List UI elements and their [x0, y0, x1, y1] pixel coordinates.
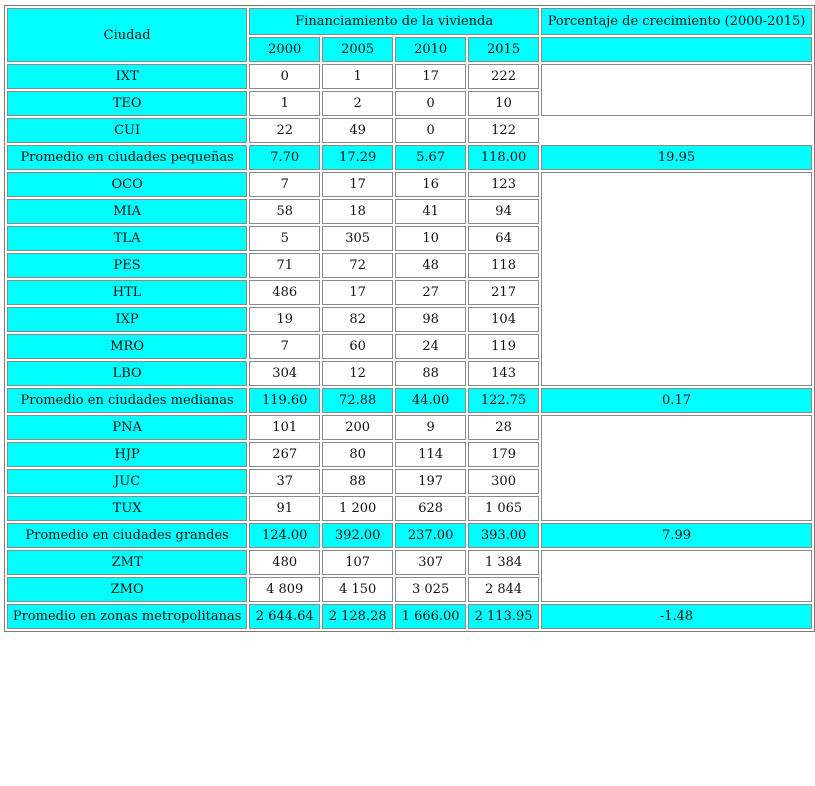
city-cell: JUC [7, 469, 247, 494]
value-cell: 9 [395, 415, 466, 440]
average-label: Promedio en zonas metropolitanas [7, 604, 247, 629]
value-cell: 28 [468, 415, 539, 440]
city-cell: ZMT [7, 550, 247, 575]
value-cell: 123 [468, 172, 539, 197]
growth-blank-cell [541, 172, 812, 386]
growth-value: 7.99 [541, 523, 812, 548]
average-label: Promedio en ciudades grandes [7, 523, 247, 548]
value-cell: 5 [249, 226, 320, 251]
city-cell: HTL [7, 280, 247, 305]
value-cell: 486 [249, 280, 320, 305]
value-cell: 304 [249, 361, 320, 386]
table-row [7, 64, 812, 89]
average-value: 124.00 [249, 523, 320, 548]
value-cell: 27 [395, 280, 466, 305]
value-cell: 119 [468, 334, 539, 359]
value-cell: 179 [468, 442, 539, 467]
value-cell: 18 [322, 199, 393, 224]
housing-financing-table [4, 5, 815, 632]
value-cell: 107 [322, 550, 393, 575]
value-cell: 222 [468, 64, 539, 89]
average-label: Promedio en ciudades medianas [7, 388, 247, 413]
value-cell: 307 [395, 550, 466, 575]
value-cell: 71 [249, 253, 320, 278]
city-cell: MRO [7, 334, 247, 359]
value-cell: 24 [395, 334, 466, 359]
value-cell: 58 [249, 199, 320, 224]
average-value: 17.29 [322, 145, 393, 170]
average-row [7, 145, 812, 170]
city-cell: HJP [7, 442, 247, 467]
value-cell: 1 384 [468, 550, 539, 575]
city-cell: PES [7, 253, 247, 278]
value-cell: 41 [395, 199, 466, 224]
value-cell: 2 [322, 91, 393, 116]
average-value: 44.00 [395, 388, 466, 413]
table-row [7, 118, 812, 143]
city-cell: MIA [7, 199, 247, 224]
header-growth-spacer [541, 37, 812, 62]
value-cell: 267 [249, 442, 320, 467]
value-cell: 80 [322, 442, 393, 467]
table-body [7, 8, 812, 629]
value-cell: 82 [322, 307, 393, 332]
value-cell: 60 [322, 334, 393, 359]
header-year: 2010 [395, 37, 466, 62]
value-cell: 4 150 [322, 577, 393, 602]
value-cell: 10 [468, 91, 539, 116]
value-cell: 22 [249, 118, 320, 143]
header-year: 2005 [322, 37, 393, 62]
city-cell: IXP [7, 307, 247, 332]
average-value: 118.00 [468, 145, 539, 170]
table-row [7, 172, 812, 197]
value-cell: 101 [249, 415, 320, 440]
average-row [7, 523, 812, 548]
average-row [7, 604, 812, 629]
value-cell: 4 809 [249, 577, 320, 602]
value-cell: 98 [395, 307, 466, 332]
value-cell: 1 [249, 91, 320, 116]
value-cell: 88 [322, 469, 393, 494]
city-cell: TLA [7, 226, 247, 251]
value-cell: 16 [395, 172, 466, 197]
growth-value: 19.95 [541, 145, 812, 170]
value-cell: 2 844 [468, 577, 539, 602]
average-value: 2 113.95 [468, 604, 539, 629]
value-cell: 49 [322, 118, 393, 143]
value-cell: 88 [395, 361, 466, 386]
average-label: Promedio en ciudades pequeñas [7, 145, 247, 170]
value-cell: 300 [468, 469, 539, 494]
city-cell: TUX [7, 496, 247, 521]
value-cell: 197 [395, 469, 466, 494]
growth-blank-cell [541, 550, 812, 602]
average-row [7, 388, 812, 413]
city-cell: LBO [7, 361, 247, 386]
value-cell: 1 065 [468, 496, 539, 521]
value-cell: 0 [249, 64, 320, 89]
city-cell: TEO [7, 91, 247, 116]
average-value: 7.70 [249, 145, 320, 170]
value-cell: 17 [322, 172, 393, 197]
value-cell: 104 [468, 307, 539, 332]
average-value: 237.00 [395, 523, 466, 548]
value-cell: 10 [395, 226, 466, 251]
value-cell: 37 [249, 469, 320, 494]
value-cell: 17 [395, 64, 466, 89]
header-row-top [7, 8, 812, 35]
average-value: 1 666.00 [395, 604, 466, 629]
value-cell: 7 [249, 172, 320, 197]
header-financing: Financiamiento de la vivienda [249, 8, 539, 35]
city-cell: OCO [7, 172, 247, 197]
average-value: 72.88 [322, 388, 393, 413]
city-cell: CUI [7, 118, 247, 143]
average-value: 393.00 [468, 523, 539, 548]
value-cell: 1 200 [322, 496, 393, 521]
value-cell: 19 [249, 307, 320, 332]
value-cell: 0 [395, 118, 466, 143]
value-cell: 1 [322, 64, 393, 89]
value-cell: 122 [468, 118, 539, 143]
header-growth: Porcentaje de crecimiento (2000-2015) [541, 8, 812, 35]
value-cell: 305 [322, 226, 393, 251]
value-cell: 3 025 [395, 577, 466, 602]
header-year: 2000 [249, 37, 320, 62]
value-cell: 94 [468, 199, 539, 224]
value-cell: 12 [322, 361, 393, 386]
average-value: 2 644.64 [249, 604, 320, 629]
value-cell: 628 [395, 496, 466, 521]
value-cell: 118 [468, 253, 539, 278]
value-cell: 17 [322, 280, 393, 305]
value-cell: 480 [249, 550, 320, 575]
city-cell: ZMO [7, 577, 247, 602]
average-value: 2 128.28 [322, 604, 393, 629]
value-cell: 114 [395, 442, 466, 467]
value-cell: 143 [468, 361, 539, 386]
value-cell: 217 [468, 280, 539, 305]
value-cell: 91 [249, 496, 320, 521]
value-cell: 7 [249, 334, 320, 359]
value-cell: 0 [395, 91, 466, 116]
growth-value: -1.48 [541, 604, 812, 629]
table-row [7, 415, 812, 440]
value-cell: 200 [322, 415, 393, 440]
average-value: 119.60 [249, 388, 320, 413]
growth-empty-cell [541, 118, 812, 143]
table-row [7, 550, 812, 575]
growth-blank-cell [541, 415, 812, 521]
header-city: Ciudad [7, 8, 247, 62]
value-cell: 72 [322, 253, 393, 278]
average-value: 122.75 [468, 388, 539, 413]
average-value: 392.00 [322, 523, 393, 548]
growth-value: 0.17 [541, 388, 812, 413]
value-cell: 48 [395, 253, 466, 278]
average-value: 5.67 [395, 145, 466, 170]
value-cell: 64 [468, 226, 539, 251]
city-cell: IXT [7, 64, 247, 89]
header-year: 2015 [468, 37, 539, 62]
city-cell: PNA [7, 415, 247, 440]
growth-blank-cell [541, 64, 812, 116]
